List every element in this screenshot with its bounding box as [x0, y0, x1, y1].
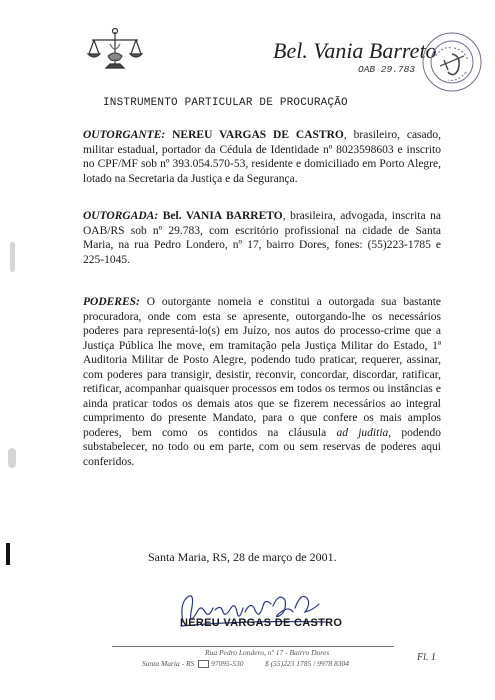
punch-hole-mark	[8, 448, 16, 468]
footer-divider	[112, 646, 394, 647]
poderes-text: O outorgante nomeia e constitui a outorgada sua bastante procuradora, onde com esta se apresente, outorgando-lhe os necessários poderes para representá-lo(s) em Juízo, nos autos do processo-crime que a Justiça Pública lhe move, em tramitação pela Justiça Militar do Estado, 1ª Auditoria Militar de Posto Alegre, podendo tudo praticar, requerer, assinar, com poderes para transigir, desistir, reconvir, concordar, discordar, ratificar, retificar, acompanhar quaisquer processos em todos os termos ou instâncias e ainda praticar todos os demais atos que se fizerem necessários ao integral cumprimento do presente Mandato, para o que confere os mais amplos poderes, bem como os contidos na cláusula	[83, 296, 441, 439]
footer-cep	[198, 659, 244, 668]
footer-city: Santa Maria - RS	[142, 659, 195, 668]
outorgante-name: NEREU VARGAS DE CASTRO	[172, 129, 344, 141]
footer-address: Rua Pedro Londero, nº 17 - Bairro Dores	[205, 648, 330, 657]
outorgante-text: , brasileiro, casado, militar estadual, portador da Cédula de Identidade nº 8023598603 e inscrito no CPF/MF sob nº 393.054.570-53, residente e domiciliado em Porto Alegre, lotado na Secretaria da Justiça e da Segurança.	[83, 129, 442, 185]
outorgante-paragraph	[83, 128, 441, 186]
letterhead-oab: OAB 29.783	[358, 64, 416, 75]
punch-hole-mark	[10, 242, 15, 272]
notary-stamp	[418, 26, 486, 98]
envelope-icon	[198, 660, 209, 668]
footer-phones: $ (55)223 1785 / 9978 8304	[265, 659, 349, 668]
folio-number: Fl. 1	[417, 652, 436, 663]
outorgada-label: OUTORGADA:	[83, 210, 159, 222]
place-and-date: Santa Maria, RS, 28 de março de 2001.	[148, 550, 337, 564]
document-title: INSTRUMENTO PARTICULAR DE PROCURAÇÃO	[103, 97, 348, 109]
outorgada-paragraph	[83, 209, 441, 267]
binding-edge-mark	[6, 543, 10, 565]
ad-juditia-term: ad juditia	[336, 426, 389, 439]
outorgada-text: , brasileira, advogada, inscrita na OAB/RS sob nº 29.783, com escritório profissional na cidade de Santa Maria, na rua Pedro Londero, nº 17, bairro Dores, fones: (55)223-1785 e 225-1045.	[83, 210, 441, 266]
poderes-text-end: , podendo substabelecer, no todo ou em parte, com ou sem reservas de poderes aqui conferidos.	[83, 426, 442, 468]
letterhead-name: Bel. Vania Barreto	[273, 38, 437, 63]
poderes-paragraph	[83, 295, 441, 469]
outorgada-name: Bel. VANIA BARRETO	[162, 210, 283, 222]
scales-of-justice-icon	[86, 26, 144, 74]
signer-name: NEREU VARGAS DE CASTRO	[180, 617, 343, 629]
outorgante-label: OUTORGANTE:	[83, 129, 166, 141]
footer-cep-value: 97095-530	[211, 659, 244, 668]
poderes-label: PODERES:	[83, 296, 140, 308]
